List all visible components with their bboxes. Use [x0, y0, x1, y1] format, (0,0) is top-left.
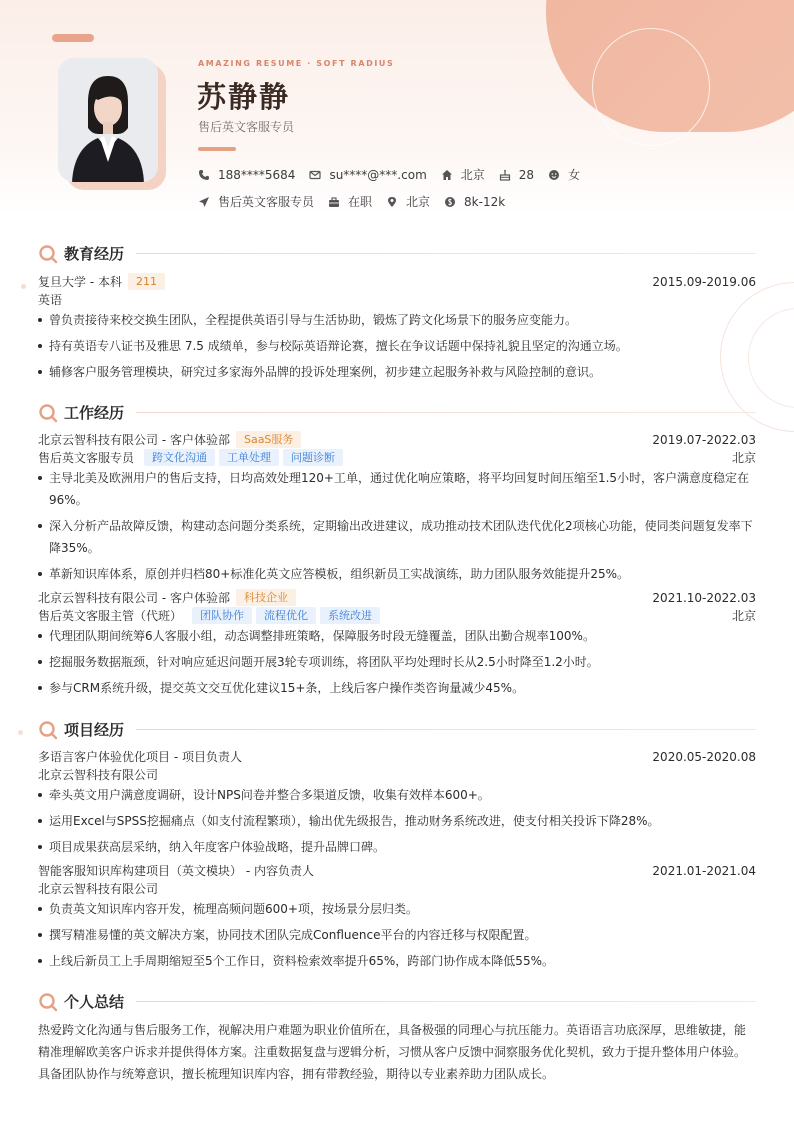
intent-position-item — [198, 193, 314, 210]
job-intent-row — [198, 193, 519, 210]
summary-line: 热爱跨文化沟通与售后服务工作，视解决用户难题为职业价值所在，具备极强的同理心与抗压能力。英语语言功底深厚，思维敏捷，能 — [38, 1023, 747, 1037]
name-underline — [198, 147, 236, 151]
decorative-dot — [18, 730, 23, 735]
skill-tag: 流程优化 — [256, 607, 316, 624]
job-bullet — [38, 467, 758, 511]
project-name-row — [38, 862, 756, 879]
project-section-header — [38, 719, 756, 740]
email-item — [309, 168, 426, 182]
intent-position-text: 售后英文客服专员 — [218, 195, 315, 209]
job-company-row — [38, 589, 756, 606]
section-magnifier-icon — [38, 403, 58, 423]
briefcase-icon — [328, 196, 340, 208]
resume-tagline: AMAZING RESUME · SOFT RADIUS — [198, 59, 395, 68]
job-bullet: 挖掘服务数据瓶颈，针对响应延迟问题开展3轮专项训练，将团队平均处理时长从2.5小时降至1.2小时。 — [38, 651, 758, 673]
phone-item — [198, 168, 295, 182]
gender-item — [548, 166, 580, 183]
section-title: 项目经历 — [64, 721, 125, 739]
job-bullet-line: 深入分析产品故障反馈，构建动态问题分类系统，定期输出改进建议，成功推动技术团队迭代优化2项核心功能，使同类问题复发率下 — [49, 519, 753, 533]
job-company-row — [38, 431, 756, 448]
education-bullet: 曾负责接待来校交换生团队，全程提供英语引导与生活协助，锻炼了跨文化场景下的服务应变能力。 — [38, 309, 758, 331]
summary-section-header — [38, 991, 756, 1012]
education-school-row — [38, 273, 756, 290]
job-role: 售后英文客服主管（代班） — [38, 609, 183, 623]
portrait-icon — [58, 58, 158, 182]
section-title: 教育经历 — [64, 245, 125, 263]
education-bullet: 持有英语专八证书及雅思 7.5 成绩单，参与校际英语辩论赛，擅长在争议话题中保持礼貌且坚定的沟通立场。 — [38, 335, 758, 357]
job-bullet — [38, 515, 758, 559]
decorative-ring — [592, 28, 710, 146]
job-bullet: 革新知识库体系，原创并归档80+标准化英文应答模板，组织新员工实战演练，助力团队服务效能提升25%。 — [38, 563, 758, 585]
money-icon — [444, 196, 456, 208]
project-bullet: 牵头英文用户满意度调研，设计NPS问卷并整合多渠道反馈，收集有效样本600+。 — [38, 784, 758, 806]
skill-tag: 跨文化沟通 — [144, 449, 215, 466]
job-role-row — [38, 449, 756, 466]
project-org-row — [38, 880, 756, 897]
project-bullet: 项目成果获高层采纳，纳入年度客户体验战略，提升品牌口碑。 — [38, 836, 758, 858]
education-section-header — [38, 243, 756, 264]
phone-icon — [198, 169, 210, 181]
location-item — [386, 193, 430, 210]
candidate-name: 苏静静 — [197, 80, 291, 114]
home-icon — [441, 169, 453, 181]
job-bullet-line: 主导北美及欧洲用户的售后支持，日均高效处理120+工单，通过优化响应策略，将平均回复时间压缩至1.5小时，客户满意度稳定在 — [49, 471, 750, 485]
resume-header — [0, 0, 794, 214]
section-divider — [136, 412, 756, 413]
summary-line: 精准理解欧美客户诉求并提供得体方案。注重数据复盘与逻辑分析，习惯从客户反馈中洞察服务优化契机，致力于提升整体用户体验。 — [38, 1045, 747, 1059]
candidate-title: 售后英文客服专员 — [198, 120, 295, 134]
section-divider — [136, 729, 756, 730]
job-role-row — [38, 607, 756, 624]
project-name: 智能客服知识库构建项目（英文模块） - 内容负责人 — [38, 864, 314, 878]
gender-icon — [548, 169, 560, 181]
major: 英语 — [38, 293, 63, 307]
status-text: 在职 — [348, 195, 373, 209]
job-period: 2021.10-2022.03 — [652, 590, 756, 605]
job-company: 北京云智科技有限公司 - 客户体验部 — [38, 591, 230, 605]
job-period: 2019.07-2022.03 — [652, 432, 756, 447]
skill-tag: 团队协作 — [192, 607, 252, 624]
skill-tag: 工单处理 — [219, 449, 279, 466]
job-bullet-line: 96%。 — [49, 493, 88, 507]
age-item — [499, 168, 534, 182]
skill-tag: 问题诊断 — [283, 449, 343, 466]
skill-tag: 系统改进 — [320, 607, 380, 624]
company-tag: 科技企业 — [236, 589, 296, 606]
section-title: 工作经历 — [64, 404, 125, 422]
gender-text: 女 — [568, 168, 581, 182]
education-major-row — [38, 291, 756, 308]
send-icon — [198, 196, 210, 208]
education-bullet: 辅修客户服务管理模块，研究过多家海外品牌的投诉处理案例，初步建立起服务补救与风险控制的意识。 — [38, 361, 758, 383]
avatar — [58, 58, 158, 182]
section-divider — [136, 253, 756, 254]
section-magnifier-icon — [38, 720, 58, 740]
project-bullet: 撰写精准易懂的英文解决方案，协同技术团队完成Confluence平台的内容迁移与权限配置。 — [38, 924, 758, 946]
decorative-dot — [21, 284, 26, 289]
project-name: 多语言客户体验优化项目 - 项目负责人 — [38, 750, 242, 764]
home-text: 北京 — [460, 168, 485, 182]
age-text: 28 — [518, 167, 535, 182]
project-name-row — [38, 748, 756, 765]
salary-item — [444, 195, 505, 209]
project-org: 北京云智科技有限公司 — [38, 768, 159, 782]
location-icon — [386, 196, 398, 208]
contact-row — [198, 166, 594, 183]
project-org-row — [38, 766, 756, 783]
section-title: 个人总结 — [64, 993, 125, 1011]
home-item — [441, 166, 485, 183]
job-bullet: 代理团队期间统筹6人客服小组，动态调整排班策略，保障服务时段无缝覆盖，团队出勤合规率100%。 — [38, 625, 758, 647]
mail-icon — [309, 169, 321, 181]
status-item — [328, 193, 372, 210]
accent-bar — [52, 34, 94, 42]
cake-icon — [499, 169, 511, 181]
school-name: 复旦大学 - 本科 — [38, 275, 122, 289]
project-bullet: 负责英文知识库内容开发，梳理高频问题600+项，按场景分层归类。 — [38, 898, 758, 920]
summary-line: 具备团队协作与统筹意识，擅长梳理知识库内容，拥有带教经验，期待以专业素养助力团队成长。 — [38, 1067, 555, 1081]
salary-text: 8k-12k — [464, 194, 506, 209]
phone-text: 188****5684 — [218, 167, 296, 182]
section-magnifier-icon — [38, 992, 58, 1012]
job-company: 北京云智科技有限公司 - 客户体验部 — [38, 433, 230, 447]
school-tag: 211 — [128, 273, 165, 290]
project-org: 北京云智科技有限公司 — [38, 882, 159, 896]
location-text: 北京 — [406, 195, 431, 209]
project-period: 2021.01-2021.04 — [652, 863, 756, 878]
job-city: 北京 — [731, 451, 756, 465]
summary-text — [38, 1019, 756, 1085]
email-text: su****@***.com — [329, 167, 427, 182]
education-period: 2015.09-2019.06 — [652, 274, 756, 289]
work-section-header — [38, 402, 756, 423]
job-bullet-line: 降35%。 — [49, 541, 100, 555]
job-role: 售后英文客服专员 — [38, 451, 135, 465]
job-city: 北京 — [731, 609, 756, 623]
project-bullet: 上线后新员工上手周期缩短至5个工作日，资料检索效率提升65%，跨部门协作成本降低55%。 — [38, 950, 758, 972]
project-period: 2020.05-2020.08 — [652, 749, 756, 764]
section-magnifier-icon — [38, 244, 58, 264]
section-divider — [136, 1001, 756, 1002]
company-tag: SaaS服务 — [236, 431, 301, 448]
project-bullet: 运用Excel与SPSS挖掘痛点（如支付流程繁琐），输出优先级报告，推动财务系统改进，使支付相关投诉下降28%。 — [38, 810, 758, 832]
job-bullet: 参与CRM系统升级，提交英文交互优化建议15+条，上线后客户操作类咨询量减少45%。 — [38, 677, 758, 699]
